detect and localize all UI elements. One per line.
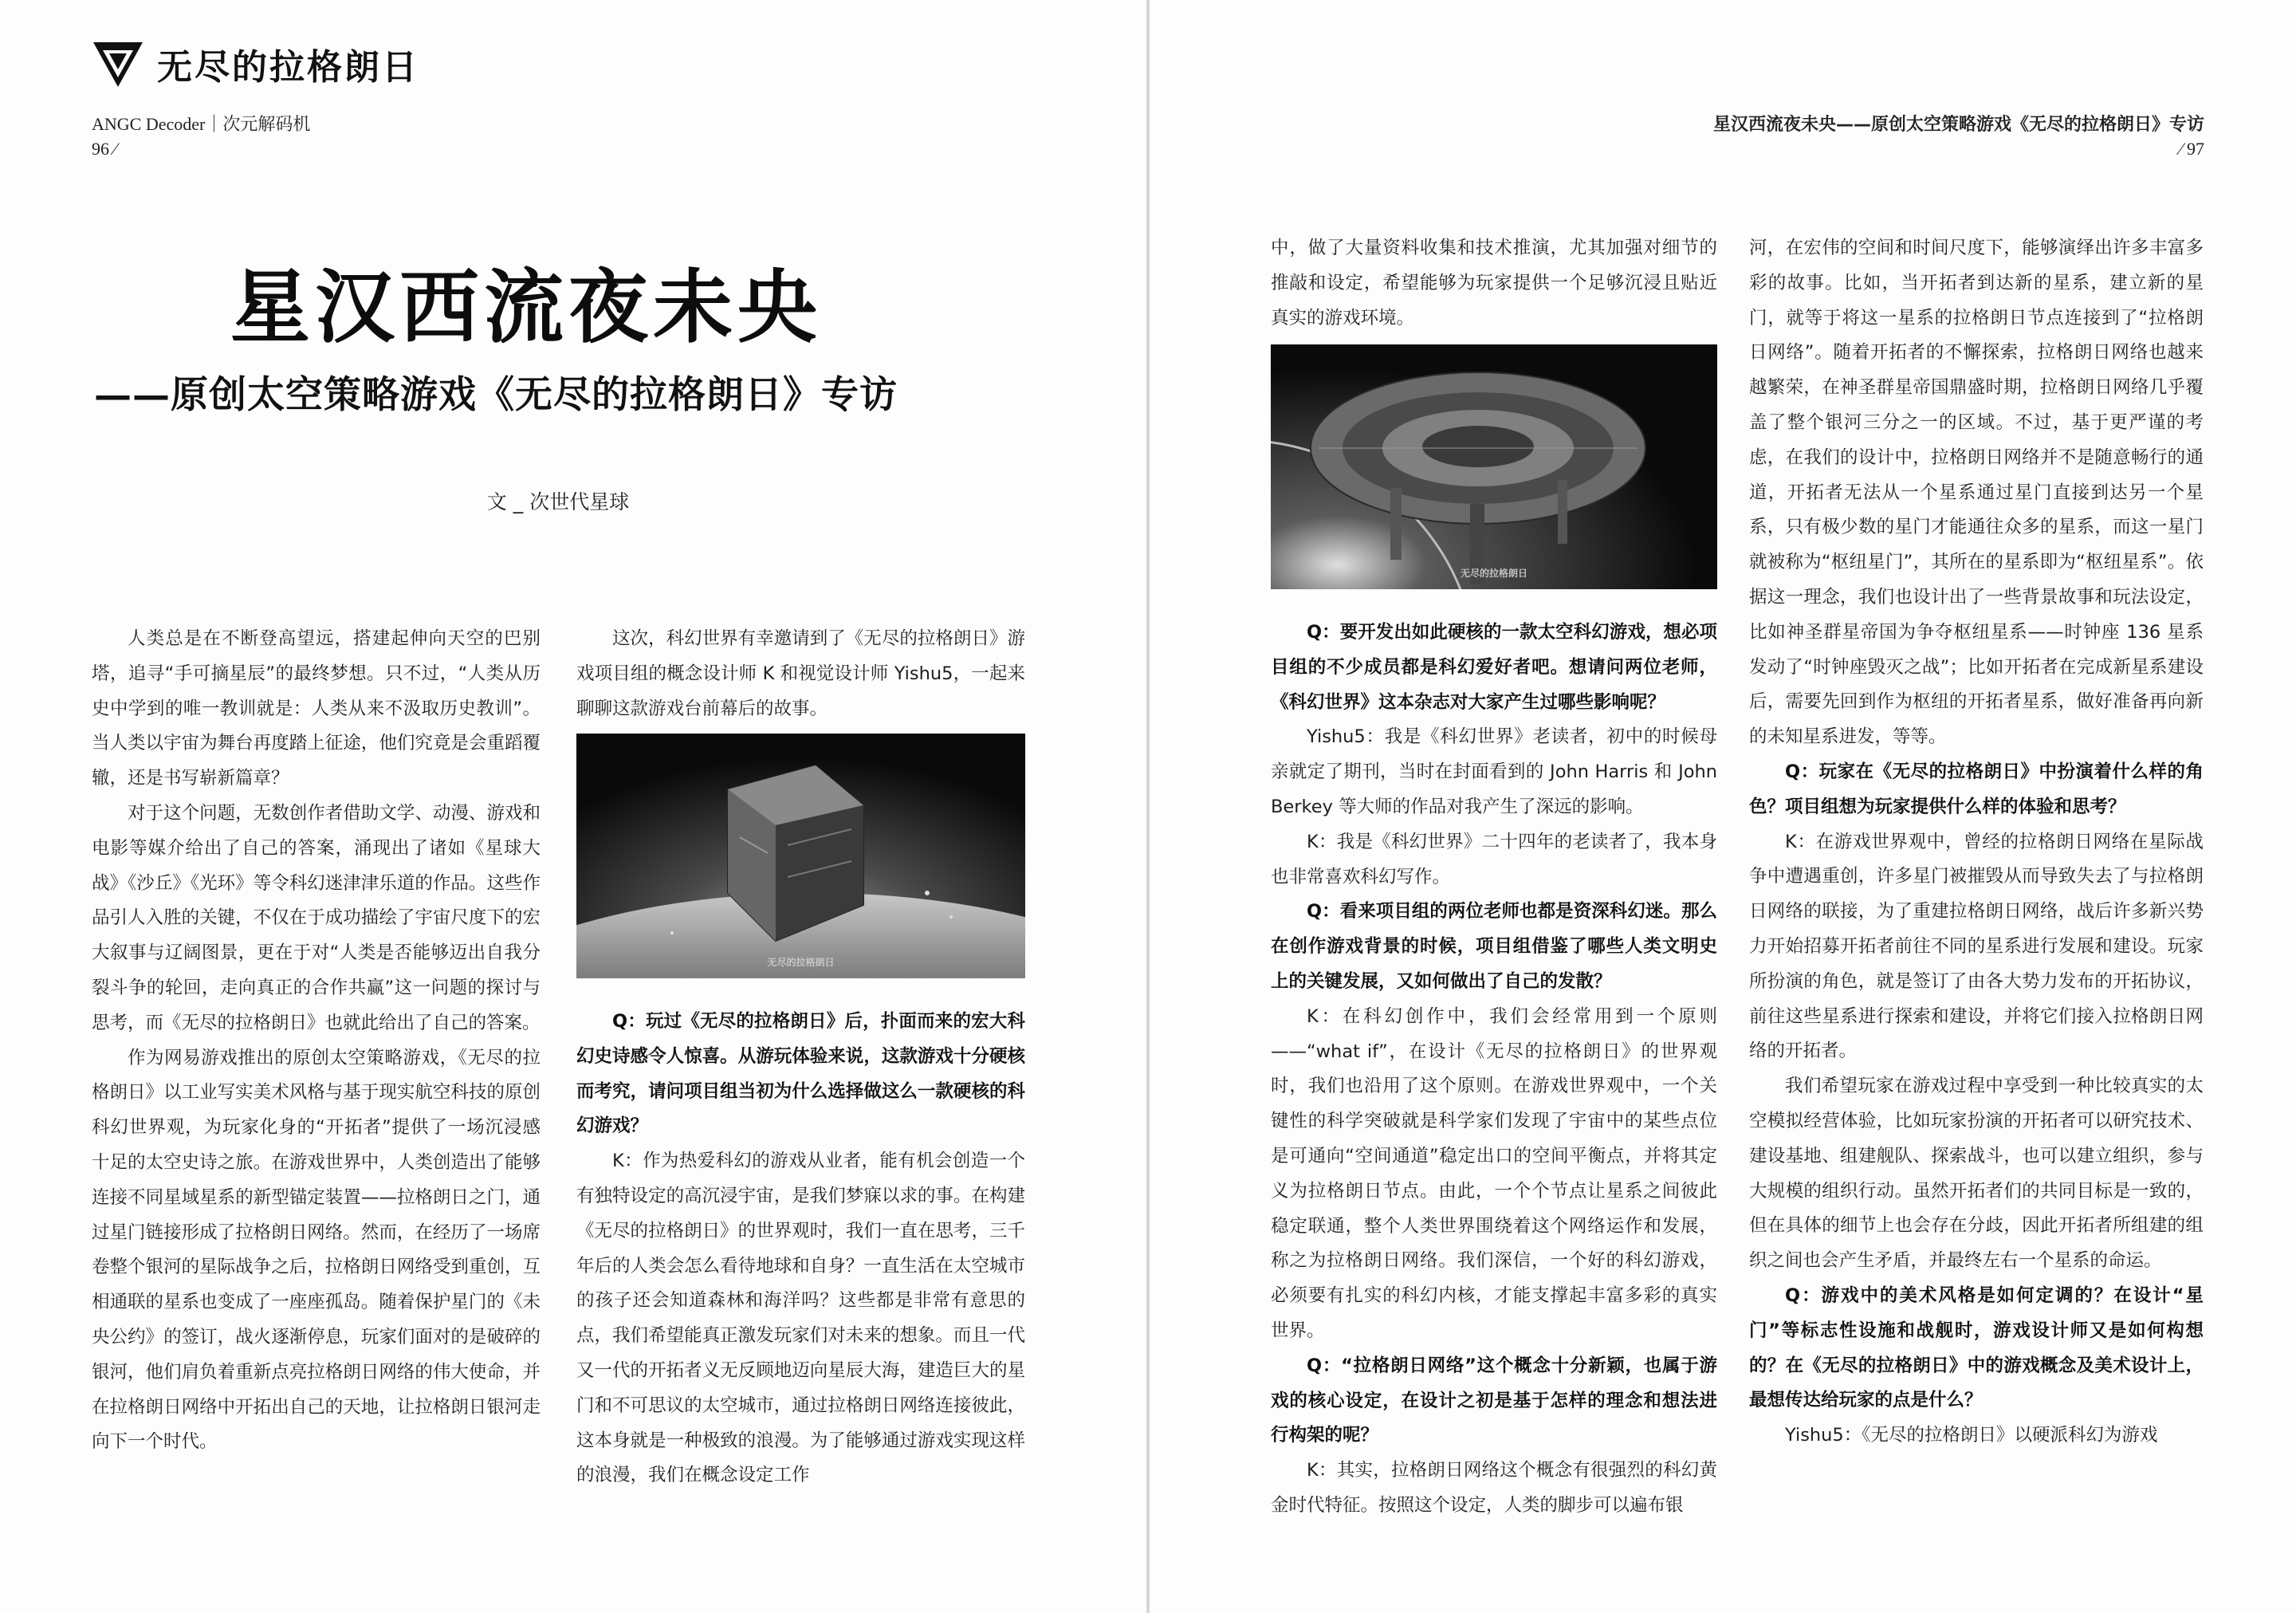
answer-paragraph: K：在科幻创作中，我们会经常用到一个原则——“what if”，在设计《无尽的拉格朗日》的世界观时，我们也沿用了这个原则。在游戏世界观中，一个关键性的科学突破就是科学家们发现了宇宙中的某些点位是可通向“空间通道”稳定出口的空间平衡点，并将其定义为拉格朗日节点。由此，一个个节点让星系之间彼此稳定联通，整个人类世界围绕着这个网络运作和发展，称之为拉格朗日网络。我们深信，一个好的科幻游戏，必须要有扎实的科幻内核，才能支撑起丰富多彩的真实世界。 bbox=[1271, 1005, 1717, 1341]
column-4 bbox=[1749, 231, 2204, 1454]
magazine-logo bbox=[92, 38, 419, 89]
question-paragraph: Q：游戏中的美术风格是如何定调的？在设计“星门”等标志性设施和战舰时，游戏设计师又是如何构想的？在《无尽的拉格朗日》中的游戏概念及美术设计上，最想传达给玩家的点是什么？ bbox=[1749, 1284, 2204, 1411]
paragraph: 中，做了大量资料收集和技术推演，尤其加强对细节的推敲和设定，希望能够为玩家提供一个足够沉浸且贴近真实的游戏环境。 bbox=[1271, 238, 1717, 329]
paragraph: 这次，科幻世界有幸邀请到了《无尽的拉格朗日》游戏项目组的概念设计师 K 和视觉设计师 Yishu5，一起来聊聊这款游戏台前幕后的故事。 bbox=[576, 628, 1025, 719]
figure-caption: 无尽的拉格朗日 bbox=[767, 957, 835, 968]
figure-stargate-cube bbox=[576, 734, 1025, 978]
answer-paragraph: Yishu5：我是《科幻世界》老读者，初中的时候母亲就定了期刊，当时在封面看到的 John Harris 和 John Berkey 等大师的作品对我产生了深远的影响。 bbox=[1271, 726, 1717, 817]
answer-paragraph: K：我是《科幻世界》二十四年的老读者了，我本身也非常喜欢科幻写作。 bbox=[1271, 831, 1717, 887]
paragraph: 作为网易游戏推出的原创太空策略游戏，《无尽的拉格朗日》以工业写实美术风格与基于现实航空科技的原创科幻世界观，为玩家化身的“开拓者”提供了一场沉浸感十足的太空史诗之旅。在游戏世界中，人类创造出了能够连接不同星域星系的新型锚定装置——拉格朗日之门，通过星门链接形成了拉格朗日网络。然而，在经历了一场席卷整个银河的星际战争之后，拉格朗日网络受到重创，互相通联的星系也变成了一座座孤岛。随着保护星门的《未央公约》的签订，战火逐渐停息，玩家们面对的是破碎的银河，他们肩负着重新点亮拉格朗日网络的伟大使命，并在拉格朗日网络中开拓出自己的天地，让拉格朗日银河走向下一个时代。 bbox=[92, 1047, 541, 1453]
column-1 bbox=[92, 622, 541, 1460]
figure-caption: 无尽的拉格朗日 bbox=[1460, 568, 1528, 579]
space-station-illustration bbox=[1271, 344, 1717, 589]
column-2-top bbox=[576, 622, 1025, 726]
column-2-bottom bbox=[576, 1005, 1025, 1493]
answer-paragraph: K：作为热爱科幻的游戏从业者，能有机会创造一个有独特设定的高沉浸宇宙，是我们梦寐以求的事。在构建《无尽的拉格朗日》的世界观时，我们一直在思考，三千年后的人类会怎么看待地球和自身？一直生活在太空城市的孩子还会知道森林和海洋吗？这些都是非常有意思的点，我们希望能真正激发玩家们对未来的想象。而且一代又一代的开拓者义无反顾地迈向星辰大海，建造巨大的星门和不可思议的太空城市，通过拉格朗日网络连接彼此，这本身就是一种极致的浪漫。为了能够通过游戏实现这样的浪漫，我们在概念设定工作 bbox=[576, 1151, 1025, 1486]
paragraph: 对于这个问题，无数创作者借助文学、动漫、游戏和电影等媒介给出了自己的答案，涌现出了诸如《星球大战》《沙丘》《光环》等令科幻迷津津乐道的作品。这些作品引人入胜的关键，不仅在于成功描绘了宇宙尺度下的宏大叙事与辽阔图景，更在于对“人类是否能够迈出自我分裂斗争的轮回，走向真正的合作共赢”这一问题的探讨与思考，而《无尽的拉格朗日》也就此给出了自己的答案。 bbox=[92, 802, 541, 1033]
answer-paragraph: 我们希望玩家在游戏过程中享受到一种比较真实的太空模拟经营体验，比如玩家扮演的开拓者可以研究技术、建设基地、组建舰队、探索战斗，也可以建立组织，参与大规模的组织行动。虽然开拓者们的共同目标是一致的，但在具体的细节上也会存在分歧，因此开拓者所组建的组织之间也会产生矛盾，并最终左右一个星系的命运。 bbox=[1749, 1076, 2204, 1272]
paragraph: 河，在宏伟的空间和时间尺度下，能够演绎出许多丰富多彩的故事。比如，当开拓者到达新的星系，建立新的星门，就等于将这一星系的拉格朗日节点连接到了“拉格朗日网络”。随着开拓者的不懈探索，拉格朗日网络也越来越繁荣，在神圣群星帝国鼎盛时期，拉格朗日网络几乎覆盖了整个银河三分之一的区域。不过，基于更严谨的考虑，在我们的设计中，拉格朗日网络并不是随意畅行的通道，开拓者无法从一个星系通过星门直接到达另一个星系，只有极少数的星门才能通往众多的星系，而这一星门就被称为“枢纽星门”，其所在的星系即为“枢纽星系”。依据这一理念，我们也设计出了一些背景故事和玩法设定，比如神圣群星帝国为争夺枢纽星系——时钟座 136 星系发动了“时钟座毁灭之战”；比如开拓者在完成新星系建设后，需要先回到作为枢纽的开拓者星系，做好准备再向新的未知星系进发，等等。 bbox=[1749, 238, 2204, 748]
running-title: 星汉西流夜未央——原创太空策略游戏《无尽的拉格朗日》专访 bbox=[1712, 115, 2204, 135]
left-page bbox=[0, 0, 1146, 1613]
question-paragraph: Q：看来项目组的两位老师也都是资深科幻迷。那么在创作游戏背景的时候，项目组借鉴了哪些人类文明史上的关键发展，又如何做出了自己的发散？ bbox=[1271, 901, 1717, 992]
column-3-top bbox=[1271, 231, 1717, 336]
figure-space-station bbox=[1271, 344, 1717, 589]
article-subtitle: ——原创太空策略游戏《无尽的拉格朗日》专访 bbox=[94, 373, 898, 417]
article-title: 星汉西流夜未央 bbox=[230, 260, 822, 354]
answer-paragraph: K：在游戏世界观中，曾经的拉格朗日网络在星际战争中遭遇重创，许多星门被摧毁从而导致失去了与拉格朗日网络的联接，为了重建拉格朗日网络，战后许多新兴势力开始招募开拓者前往不同的星系进行发展和建设。玩家所扮演的角色，就是签订了由各大势力发布的开拓协议，前往这些星系进行探索和建设，并将它们接入拉格朗日网络的开拓者。 bbox=[1749, 831, 2204, 1062]
space-station-illustration bbox=[576, 734, 1025, 978]
question-paragraph: Q：要开发出如此硬核的一款太空科幻游戏，想必项目组的不少成员都是科幻爱好者吧。想请问两位老师，《科幻世界》这本杂志对大家产生过哪些影响呢？ bbox=[1271, 622, 1717, 713]
logo-text: 无尽的拉格朗日 bbox=[157, 47, 419, 88]
question-paragraph: Q：玩家在《无尽的拉格朗日》中扮演着什么样的角色？项目组想为玩家提供什么样的体验和思考？ bbox=[1749, 761, 2204, 817]
paragraph: 人类总是在不断登高望远，搭建起伸向天空的巴别塔，追寻“手可摘星辰”的最终梦想。只不过，“人类从历史中学到的唯一教训就是：人类从来不汲取历史教训”。当人类以宇宙为舞台再度踏上征途，他们究竟是会重蹈覆辙，还是书写崭新篇章？ bbox=[92, 628, 541, 789]
page-number-right: ⁄ 97 bbox=[2179, 139, 2204, 159]
right-page bbox=[1150, 0, 2296, 1613]
column-3-bottom bbox=[1271, 616, 1717, 1524]
question-paragraph: Q：玩过《无尽的拉格朗日》后，扑面而来的宏大科幻史诗感令人惊喜。从游玩体验来说，这款游戏十分硬核而考究，请问项目组当初为什么选择做这么一款硬核的科幻游戏？ bbox=[576, 1011, 1025, 1137]
magazine-name: ANGC Decoder｜次元解码机 bbox=[92, 114, 311, 134]
answer-paragraph: K：其实，拉格朗日网络这个概念有很强烈的科幻黄金时代特征。按照这个设定，人类的脚步可以遍布银 bbox=[1271, 1460, 1717, 1516]
page-number-left: 96 ⁄ bbox=[92, 139, 117, 159]
question-paragraph: Q：“拉格朗日网络”这个概念十分新颖，也属于游戏的核心设定，在设计之初是基于怎样的理念和想法进行构架的呢？ bbox=[1271, 1355, 1717, 1446]
answer-paragraph: Yishu5：《无尽的拉格朗日》以硬派科幻为游戏 bbox=[1785, 1425, 2158, 1446]
lagrange-logo-icon bbox=[92, 39, 144, 89]
article-author: 文 _ 次世代星球 bbox=[486, 490, 630, 513]
